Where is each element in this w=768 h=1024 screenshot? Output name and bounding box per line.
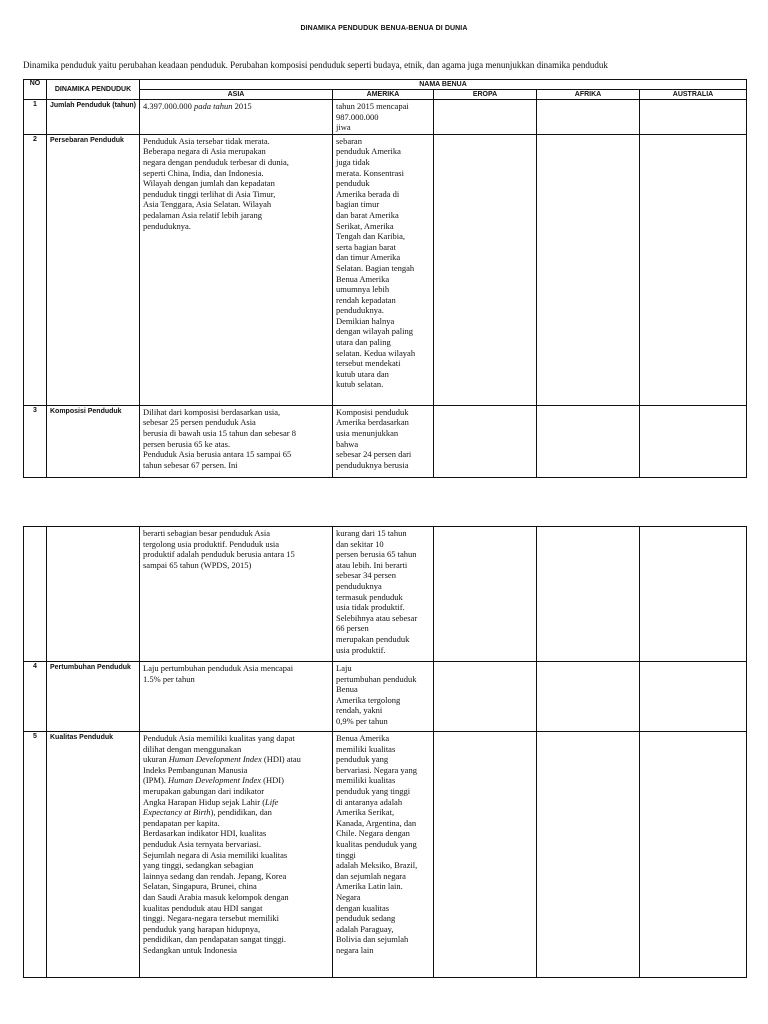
row-label	[47, 527, 140, 662]
cell-australia	[640, 732, 747, 978]
intro-paragraph: Dinamika penduduk yaitu perubahan keadaan penduduk. Perubahan komposisi penduduk seperti budaya, etnik, dan agama juga menunjukkan dinamika penduduk	[23, 60, 608, 70]
cell-australia	[640, 405, 747, 477]
cell-australia	[640, 100, 747, 135]
cell-australia	[640, 662, 747, 732]
row-number: 3	[24, 405, 47, 477]
header-afrika: AFRIKA	[537, 90, 640, 100]
cell-asia: Penduduk Asia tersebar tidak merata. Beberapa negara di Asia merupakan negara dengan penduduk terbesar di dunia, seperti China, India, dan Indonesia. Wilayah dengan jumlah dan kepadatan penduduk tinggi terlihat di Asia Timur, Asia Tenggara, Asia Selatan. Wilayah pedalaman Asia relatif lebih jarang penduduknya.	[140, 134, 333, 405]
row-number: 1	[24, 100, 47, 135]
cell-eropa	[434, 100, 537, 135]
cell-amerika: Laju pertumbuhan penduduk Benua Amerika tergolong rendah, yakni 0,9% per tahun	[333, 662, 434, 732]
cell-asia: berarti sebagian besar penduduk Asia tergolong usia produktif. Penduduk usia produktif adalah penduduk berusia antara 15 sampai 65 tahun (WPDS, 2015)	[140, 527, 333, 662]
row-label: Pertumbuhan Penduduk	[47, 662, 140, 732]
cell-asia: 4.397.000.000 pada tahun 2015	[140, 100, 333, 135]
table-row	[24, 405, 747, 477]
row-label: Persebaran Penduduk	[47, 134, 140, 405]
header-asia: ASIA	[140, 90, 333, 100]
cell-eropa	[434, 662, 537, 732]
cell-afrika	[537, 100, 640, 135]
cell-eropa	[434, 732, 537, 978]
table-row	[24, 527, 747, 662]
row-label: Kualitas Penduduk	[47, 732, 140, 978]
cell-asia: Dilihat dari komposisi berdasarkan usia, sebesar 25 persen penduduk Asia berusia di bawah usia 15 tahun dan sebesar 8 persen berusia 65 ke atas. Penduduk Asia berusia antara 15 sampai 65 tahun sebesar 67 persen. Ini	[140, 405, 333, 477]
population-table-part-1	[23, 79, 747, 478]
cell-amerika: sebaran penduduk Amerika juga tidak merata. Konsentrasi penduduk Amerika berada di bagian timur dan barat Amerika Serikat, Amerika Tengah dan Karibia, serta bagian barat dan timur Amerika Selatan. Bagian tengah Benua Amerika umumnya lebih rendah kepadatan penduduknya. Demikian halnya dengan wilayah paling utara dan paling selatan. Kedua wilayah tersebut mendekati kutub utara dan kutub selatan.	[333, 134, 434, 405]
row-number: 4	[24, 662, 47, 732]
cell-amerika: kurang dari 15 tahun dan sekitar 10 persen berusia 65 tahun atau lebih. Ini berarti sebesar 34 persen penduduknya termasuk penduduk usia tidak produktif. Selebihnya atau sebesar 66 persen merupakan penduduk usia produktif.	[333, 527, 434, 662]
cell-asia: Laju pertumbuhan penduduk Asia mencapai 1.5% per tahun	[140, 662, 333, 732]
cell-afrika	[537, 662, 640, 732]
header-dinamika: DINAMIKA PENDUDUK	[47, 80, 140, 100]
header-nama-benua: NAMA BENUA	[140, 80, 747, 90]
row-label: Jumlah Penduduk (tahun)	[47, 100, 140, 135]
header-no: NO	[24, 80, 47, 100]
cell-australia	[640, 134, 747, 405]
cell-afrika	[537, 134, 640, 405]
row-label: Komposisi Penduduk	[47, 405, 140, 477]
population-table-part-2	[23, 526, 747, 978]
page-title: DINAMIKA PENDUDUK BENUA-BENUA DI DUNIA	[300, 25, 468, 32]
cell-afrika	[537, 405, 640, 477]
table-row	[24, 100, 747, 135]
cell-eropa	[434, 527, 537, 662]
table-row	[24, 134, 747, 405]
table-row	[24, 662, 747, 732]
cell-afrika	[537, 527, 640, 662]
header-eropa: EROPA	[434, 90, 537, 100]
header-amerika: AMERIKA	[333, 90, 434, 100]
cell-amerika: Komposisi penduduk Amerika berdasarkan usia menunjukkan bahwa sebesar 24 persen dari penduduknya berusia	[333, 405, 434, 477]
cell-australia	[640, 527, 747, 662]
table-row	[24, 732, 747, 978]
cell-eropa	[434, 134, 537, 405]
row-number: 5	[24, 732, 47, 978]
header-australia: AUSTRALIA	[640, 90, 747, 100]
cell-amerika: tahun 2015 mencapai 987.000.000 jiwa	[333, 100, 434, 135]
cell-amerika: Benua Amerika memiliki kualitas penduduk yang bervariasi. Negara yang memiliki kualitas penduduk yang tinggi di antaranya adalah Amerika Serikat, Kanada, Argentina, dan Chile. Negara dengan kualitas penduduk yang tinggi adalah Meksiko, Brazil, dan sejumlah negara Amerika Latin lain. Negara dengan kualitas penduduk sedang adalah Paraguay, Bolivia dan sejumlah negara lain	[333, 732, 434, 978]
cell-afrika	[537, 732, 640, 978]
row-number: 2	[24, 134, 47, 405]
cell-asia: Penduduk Asia memiliki kualitas yang dapat dilihat dengan menggunakan ukuran Human Development Index (HDI) atau Indeks Pembangunan Manusia (IPM). Human Development Index (HDI) merupakan gabungan dari indikator Angka Harapan Hidup sejak Lahir (Life Expectancy at Birth), pendidikan, dan pendapatan per kapita. Berdasarkan indikator HDI, kualitas penduduk Asia ternyata bervariasi. Sejumlah negara di Asia memiliki kualitas yang tinggi, sedangkan sebagian lainnya sedang dan rendah. Jepang, Korea Selatan, Singapura, Brunei, china dan Saudi Arabia masuk kelompok dengan kualitas penduduk atau HDI sangat tinggi. Negara-negara tersebut memiliki penduduk yang harapan hidupnya, pendidikan, dan pendapatan sangat tinggi. Sedangkan untuk Indonesia	[140, 732, 333, 978]
cell-eropa	[434, 405, 537, 477]
row-number	[24, 527, 47, 662]
